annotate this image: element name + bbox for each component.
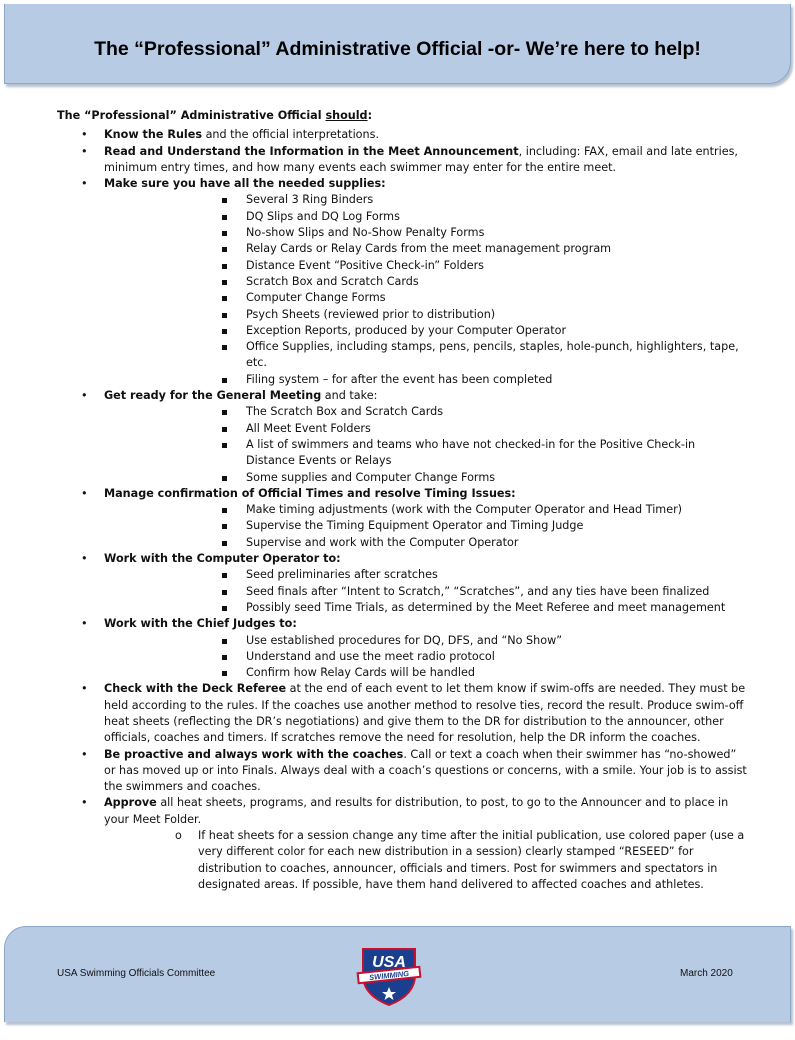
square-bullet-icon (222, 671, 227, 676)
item-heading: Work with the Chief Judges to: (104, 617, 297, 631)
square-bullet-icon (222, 573, 227, 578)
sub-list-item (199, 307, 747, 323)
item-text: , including: FAX, email and late entries, minimum entry times, and how many events each swimmer may enter for the entire meet. (104, 144, 738, 174)
sub-item-text: Seed finals after “Intent to Scratch,” “Scratches”, and any ties have been finalized (246, 584, 710, 598)
sub-list-item (199, 241, 747, 257)
bullet-icon: • (81, 617, 88, 631)
list-item (57, 795, 747, 893)
square-bullet-icon (222, 378, 227, 383)
bullet-icon: • (81, 177, 88, 191)
item-heading: Approve (104, 796, 157, 810)
item-text: and the official interpretations. (202, 128, 379, 142)
bullet-icon: • (81, 682, 88, 696)
sub-item-text: Exception Reports, produced by your Computer Operator (246, 323, 567, 337)
sub-item-text: All Meet Event Folders (246, 421, 371, 435)
square-bullet-icon (222, 264, 227, 269)
sub-list-item (199, 323, 747, 339)
item-text: . Call or text a coach when their swimmer has “no-showed” or has moved up or into Finals. Always deal with a coach’s questions or concerns, with a smile. Your job is to assist the swimmers and coaches. (104, 747, 747, 794)
bullet-icon: • (81, 389, 88, 403)
item-heading: Read and Understand the Information in the Meet Announcement (104, 144, 519, 158)
footer-organization: USA Swimming Officials Committee (57, 968, 216, 979)
intro-text: The “Professional” Administrative Official (57, 109, 326, 122)
square-bullet-icon (222, 280, 227, 285)
sub-item-text: Confirm how Relay Cards will be handled (246, 666, 475, 680)
item-text: and take: (321, 389, 378, 403)
sub-item-text: DQ Slips and DQ Log Forms (246, 209, 400, 223)
square-bullet-icon (222, 215, 227, 220)
sub-item-text: Relay Cards or Relay Cards from the meet management program (246, 242, 612, 256)
item-heading: Manage confirmation of Official Times and resolve Timing Issues: (104, 486, 516, 500)
item-heading: Be proactive and always work with the coaches (104, 747, 404, 761)
list-item (57, 616, 747, 681)
sub-item-text: Possibly seed Time Trials, as determined by the Meet Referee and meet management (246, 600, 726, 614)
sub-item-text: Use established procedures for DQ, DFS, and “No Show” (246, 633, 563, 647)
sub-item-text: Make timing adjustments (work with the Computer Operator and Head Timer) (246, 503, 683, 517)
circle-bullet-icon: o (175, 829, 182, 843)
intro-emphasis: should (325, 109, 368, 122)
bullet-icon: • (81, 747, 88, 761)
sub-item-text: No-show Slips and No-Show Penalty Forms (246, 226, 485, 240)
nested-list (104, 828, 747, 893)
sub-item-text: Supervise the Timing Equipment Operator and Timing Judge (246, 519, 584, 533)
square-bullet-icon (222, 198, 227, 203)
item-heading: Get ready for the General Meeting (104, 389, 322, 403)
bullet-icon: • (81, 144, 88, 158)
sub-list-item (199, 518, 747, 534)
item-heading: Check with the Deck Referee (104, 682, 287, 696)
sub-item-text: Distance Event “Positive Check-in” Folders (246, 258, 485, 272)
square-bullet-icon (222, 313, 227, 318)
sub-item-text: Office Supplies, including stamps, pens, pencils, staples, hole-punch, highlighters, tape, etc. (246, 340, 739, 370)
sub-list-item (199, 633, 747, 649)
bullet-icon: • (81, 128, 88, 142)
sub-list-item (199, 290, 747, 306)
item-heading: Work with the Computer Operator to: (104, 552, 341, 566)
sub-list-item (199, 225, 747, 241)
square-bullet-icon (222, 590, 227, 595)
square-bullet-icon (222, 443, 227, 448)
square-bullet-icon (222, 231, 227, 236)
intro-colon: : (367, 109, 373, 122)
list-item (57, 388, 747, 486)
sub-list-item (199, 339, 747, 372)
square-bullet-icon (222, 508, 227, 513)
nested-item-text: If heat sheets for a session change any time after the initial publication, use colored paper (use a very different color for each new distribution in a session) clearly stamped “RESEED” for distribution to coaches, announcer, officials and timers. Post for swimmers and spectators in designated areas. If possible, have them hand delivered to affected coaches and athletes. (198, 829, 745, 891)
nested-list-item (151, 828, 747, 893)
usa-swimming-logo (355, 945, 423, 1007)
list-item (57, 144, 747, 177)
sub-list-item (199, 192, 747, 208)
sub-list (104, 404, 747, 485)
square-bullet-icon (222, 606, 227, 611)
square-bullet-icon (222, 247, 227, 252)
sub-list (104, 567, 747, 616)
item-text: all heat sheets, programs, and results for distribution, to post, to go to the Announcer and to place in your Meet Folder. (104, 796, 729, 826)
logo-swimming-text: SWIMMING (368, 968, 410, 983)
page-title: The “Professional” Administrative Official -or- We’re here to help! (94, 38, 701, 60)
sub-item-text: Seed preliminaries after scratches (246, 568, 438, 582)
item-text: at the end of each event to let them know if swim-offs are needed. They must be held according to the rules. If the coaches use another method to resolve ties, record the result. Produce swim-off heat sheets (reflecting the DR’s negotiations) and give them to the DR for distribution to the announcer, other officials, coaches and timers. If scratches remove the need for resolution, help the DR inform the coaches. (104, 682, 746, 745)
sub-list-item (199, 567, 747, 583)
sub-list-item (199, 600, 747, 616)
sub-list-item (199, 209, 747, 225)
square-bullet-icon (222, 524, 227, 529)
list-item (57, 127, 747, 143)
document-body (57, 108, 747, 893)
sub-item-text: Filing system – for after the event has been completed (246, 372, 553, 386)
sub-list-item (199, 535, 747, 551)
sub-item-text: Scratch Box and Scratch Cards (246, 274, 419, 288)
square-bullet-icon (222, 329, 227, 334)
sub-list-item (199, 649, 747, 665)
sub-item-text: Psych Sheets (reviewed prior to distribution) (246, 307, 496, 321)
logo-usa-text: USA (372, 954, 406, 971)
list-item (57, 551, 747, 616)
item-heading: Know the Rules (104, 128, 203, 142)
item-heading: Make sure you have all the needed supplies: (104, 177, 386, 191)
list-item (57, 176, 747, 388)
footer-date: March 2020 (680, 968, 733, 979)
bullet-icon: • (81, 796, 88, 810)
sub-item-text: Supervise and work with the Computer Operator (246, 535, 519, 549)
bullet-icon: • (81, 552, 88, 566)
square-bullet-icon (222, 541, 227, 546)
sub-list (104, 502, 747, 551)
sub-item-text: Computer Change Forms (246, 291, 386, 305)
square-bullet-icon (222, 639, 227, 644)
sub-list-item (199, 502, 747, 518)
square-bullet-icon (222, 410, 227, 415)
sub-list (104, 192, 747, 388)
sub-list-item (199, 372, 747, 388)
bullet-icon: • (81, 486, 88, 500)
sub-list (104, 633, 747, 682)
sub-list-item (199, 258, 747, 274)
sub-list-item (199, 421, 747, 437)
sub-list-item (199, 470, 747, 486)
list-item (57, 747, 747, 796)
duties-list (57, 127, 747, 893)
sub-item-text: A list of swimmers and teams who have not checked-in for the Positive Check-in Distance Events or Relays (246, 437, 696, 468)
list-item (57, 681, 747, 746)
list-item (57, 486, 747, 551)
sub-list-item (199, 404, 747, 420)
square-bullet-icon (222, 427, 227, 432)
sub-list-item (199, 584, 747, 600)
sub-list-item (199, 665, 747, 681)
square-bullet-icon (222, 655, 227, 660)
intro-heading (57, 108, 747, 124)
sub-item-text: Some supplies and Computer Change Forms (246, 470, 496, 484)
sub-list-item (199, 274, 747, 290)
sub-list-item (199, 437, 747, 470)
square-bullet-icon (222, 345, 227, 350)
square-bullet-icon (222, 296, 227, 301)
sub-item-text: Understand and use the meet radio protocol (246, 649, 495, 663)
square-bullet-icon (222, 476, 227, 481)
sub-item-text: Several 3 Ring Binders (246, 193, 374, 207)
sub-item-text: The Scratch Box and Scratch Cards (246, 405, 444, 419)
